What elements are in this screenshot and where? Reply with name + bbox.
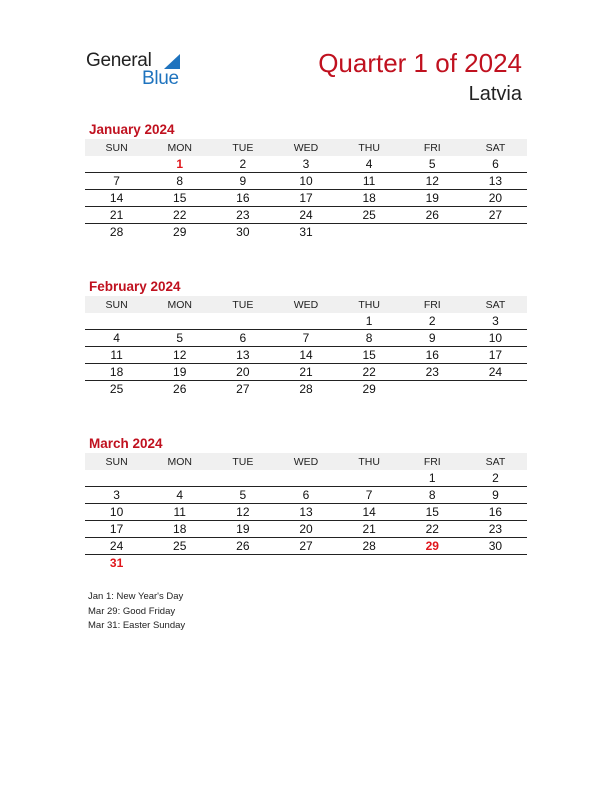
day-cell: 13 xyxy=(464,173,527,190)
day-cell: 27 xyxy=(274,538,337,555)
day-cell: 9 xyxy=(401,330,464,347)
day-cell: 13 xyxy=(274,504,337,521)
day-cell: 17 xyxy=(464,347,527,364)
weekday-header: MON xyxy=(148,296,211,313)
day-cell: 7 xyxy=(338,487,401,504)
day-cell: 12 xyxy=(148,347,211,364)
day-cell: 5 xyxy=(211,487,274,504)
day-cell: 25 xyxy=(148,538,211,555)
weekday-header-row xyxy=(85,296,527,313)
day-cell: 23 xyxy=(464,521,527,538)
day-cell: 23 xyxy=(401,364,464,381)
month-title: February 2024 xyxy=(89,279,181,294)
month-calendar-table xyxy=(85,453,527,571)
day-cell: 15 xyxy=(148,190,211,207)
day-cell: 27 xyxy=(236,382,250,396)
weekday-header: SAT xyxy=(464,296,527,313)
week-row xyxy=(85,470,527,487)
weekday-header: THU xyxy=(338,139,401,156)
logo-text-general: General xyxy=(86,50,152,71)
empty-day-cell xyxy=(148,313,211,330)
day-cell: 22 xyxy=(338,364,401,381)
empty-day-cell xyxy=(85,313,148,330)
day-cell: 14 xyxy=(274,347,337,364)
weekday-header: TUE xyxy=(211,296,274,313)
day-cell: 20 xyxy=(211,364,274,381)
empty-day-cell xyxy=(338,470,401,487)
weekday-header: THU xyxy=(338,296,401,313)
week-row xyxy=(85,555,527,572)
weekday-header: SUN xyxy=(85,453,148,470)
week-row xyxy=(85,521,527,538)
day-cell: 2 xyxy=(401,313,464,330)
day-cell: 1 xyxy=(401,470,464,487)
day-cell: 19 xyxy=(211,521,274,538)
day-cell: 24 xyxy=(85,538,148,555)
day-cell: 28 xyxy=(338,538,401,555)
day-cell: 16 xyxy=(401,347,464,364)
week-row xyxy=(85,381,527,398)
weekday-header: SUN xyxy=(85,139,148,156)
page-title: Quarter 1 of 2024 xyxy=(318,48,522,78)
day-cell: 7 xyxy=(274,330,337,347)
day-cell: 8 xyxy=(148,173,211,190)
empty-day-cell xyxy=(211,555,274,572)
day-cell: 19 xyxy=(148,364,211,381)
day-cell: 10 xyxy=(274,173,337,190)
country-name: Latvia xyxy=(468,83,522,105)
day-cell: 28 xyxy=(299,382,313,396)
weekday-header: SAT xyxy=(464,139,527,156)
day-cell: 20 xyxy=(274,521,337,538)
month-calendar-table xyxy=(85,139,527,240)
day-cell: 9 xyxy=(464,487,527,504)
weekday-header-row xyxy=(85,453,527,470)
day-cell: 22 xyxy=(148,207,211,224)
day-cell: 11 xyxy=(338,173,401,190)
empty-day-cell xyxy=(148,555,211,572)
weekday-header: SUN xyxy=(85,296,148,313)
empty-day-cell xyxy=(401,381,464,398)
day-cell: 25 xyxy=(338,207,401,224)
day-cell: 11 xyxy=(148,504,211,521)
day-cell: 29 xyxy=(362,382,376,396)
day-cell: 26 xyxy=(401,207,464,224)
day-cell: 3 xyxy=(464,313,527,330)
day-cell: 19 xyxy=(401,190,464,207)
holiday-note: Mar 31: Easter Sunday xyxy=(88,620,186,631)
day-cell: 6 xyxy=(464,156,527,173)
day-cell: 30 xyxy=(464,538,527,555)
day-cell: 6 xyxy=(211,330,274,347)
empty-day-cell xyxy=(274,555,337,572)
day-cell: 17 xyxy=(274,190,337,207)
month-calendar-table xyxy=(85,296,527,397)
week-row xyxy=(85,207,527,224)
empty-day-cell xyxy=(338,555,401,572)
day-cell: 1 xyxy=(338,313,401,330)
day-cell: 4 xyxy=(148,487,211,504)
day-cell: 5 xyxy=(401,156,464,173)
week-row xyxy=(85,190,527,207)
day-cell: 29 xyxy=(173,225,187,239)
empty-day-cell xyxy=(85,470,148,487)
logo-text-blue: Blue xyxy=(142,68,179,89)
week-row xyxy=(85,347,527,364)
empty-day-cell xyxy=(211,470,274,487)
day-cell: 13 xyxy=(211,347,274,364)
holiday-notes xyxy=(88,590,185,634)
day-cell: 4 xyxy=(338,156,401,173)
empty-day-cell xyxy=(274,313,337,330)
day-cell: 28 xyxy=(109,225,124,239)
day-cell: 15 xyxy=(401,504,464,521)
weekday-header: TUE xyxy=(211,453,274,470)
weekday-header: WED xyxy=(274,296,337,313)
day-cell: 2 xyxy=(211,156,274,173)
day-cell: 16 xyxy=(211,190,274,207)
weekday-header: FRI xyxy=(401,453,464,470)
week-row xyxy=(85,156,527,173)
holiday-day-cell: 1 xyxy=(148,156,211,173)
empty-day-cell xyxy=(148,470,211,487)
week-row xyxy=(85,313,527,330)
day-cell: 18 xyxy=(85,364,148,381)
day-cell: 6 xyxy=(274,487,337,504)
day-cell: 31 xyxy=(299,225,313,239)
day-cell: 10 xyxy=(464,330,527,347)
day-cell: 17 xyxy=(85,521,148,538)
day-cell: 11 xyxy=(85,347,148,364)
month-march xyxy=(85,435,527,571)
day-cell: 3 xyxy=(274,156,337,173)
weekday-header: WED xyxy=(274,453,337,470)
logo-triangle-icon xyxy=(164,54,180,69)
week-row xyxy=(85,487,527,504)
generalblue-logo xyxy=(86,50,196,94)
day-cell: 21 xyxy=(338,521,401,538)
holiday-note: Jan 1: New Year's Day xyxy=(88,591,184,602)
week-row xyxy=(85,330,527,347)
day-cell: 21 xyxy=(274,364,337,381)
weekday-header: TUE xyxy=(211,139,274,156)
week-row xyxy=(85,224,527,241)
weekday-header: MON xyxy=(148,453,211,470)
weekday-header: FRI xyxy=(401,139,464,156)
empty-day-cell xyxy=(338,224,401,241)
day-cell: 18 xyxy=(338,190,401,207)
day-cell: 5 xyxy=(148,330,211,347)
empty-day-cell xyxy=(464,224,527,241)
empty-day-cell xyxy=(211,313,274,330)
day-cell: 3 xyxy=(85,487,148,504)
empty-day-cell xyxy=(274,470,337,487)
day-cell: 20 xyxy=(464,190,527,207)
day-cell: 8 xyxy=(338,330,401,347)
week-row xyxy=(85,538,527,555)
day-cell: 24 xyxy=(464,364,527,381)
day-cell: 14 xyxy=(85,190,148,207)
day-cell: 14 xyxy=(338,504,401,521)
empty-day-cell xyxy=(401,224,464,241)
day-cell: 2 xyxy=(464,470,527,487)
day-cell: 26 xyxy=(173,382,187,396)
day-cell: 7 xyxy=(85,173,148,190)
day-cell: 21 xyxy=(85,207,148,224)
month-january xyxy=(85,121,527,240)
holiday-day-cell: 29 xyxy=(401,538,464,555)
month-title: March 2024 xyxy=(89,436,163,451)
weekday-header: MON xyxy=(148,139,211,156)
weekday-header: THU xyxy=(338,453,401,470)
weekday-header: WED xyxy=(274,139,337,156)
day-cell: 25 xyxy=(109,382,124,396)
weekday-header: SAT xyxy=(464,453,527,470)
day-cell: 24 xyxy=(274,207,337,224)
day-cell: 22 xyxy=(401,521,464,538)
empty-day-cell xyxy=(85,156,148,173)
day-cell: 27 xyxy=(464,207,527,224)
week-row xyxy=(85,173,527,190)
day-cell: 16 xyxy=(464,504,527,521)
month-title: January 2024 xyxy=(89,122,175,137)
day-cell: 12 xyxy=(401,173,464,190)
day-cell: 12 xyxy=(211,504,274,521)
day-cell: 23 xyxy=(211,207,274,224)
weekday-header: FRI xyxy=(401,296,464,313)
day-cell: 9 xyxy=(211,173,274,190)
day-cell: 10 xyxy=(85,504,148,521)
empty-day-cell xyxy=(464,381,527,398)
month-february xyxy=(85,278,527,397)
day-cell: 26 xyxy=(211,538,274,555)
week-row xyxy=(85,364,527,381)
holiday-note: Mar 29: Good Friday xyxy=(88,605,176,617)
empty-day-cell xyxy=(401,555,464,572)
day-cell: 4 xyxy=(85,330,148,347)
holiday-day-cell: 31 xyxy=(109,556,124,570)
empty-day-cell xyxy=(464,555,527,572)
day-cell: 15 xyxy=(338,347,401,364)
day-cell: 8 xyxy=(401,487,464,504)
weekday-header-row xyxy=(85,139,527,156)
day-cell: 30 xyxy=(236,225,250,239)
week-row xyxy=(85,504,527,521)
day-cell: 18 xyxy=(148,521,211,538)
